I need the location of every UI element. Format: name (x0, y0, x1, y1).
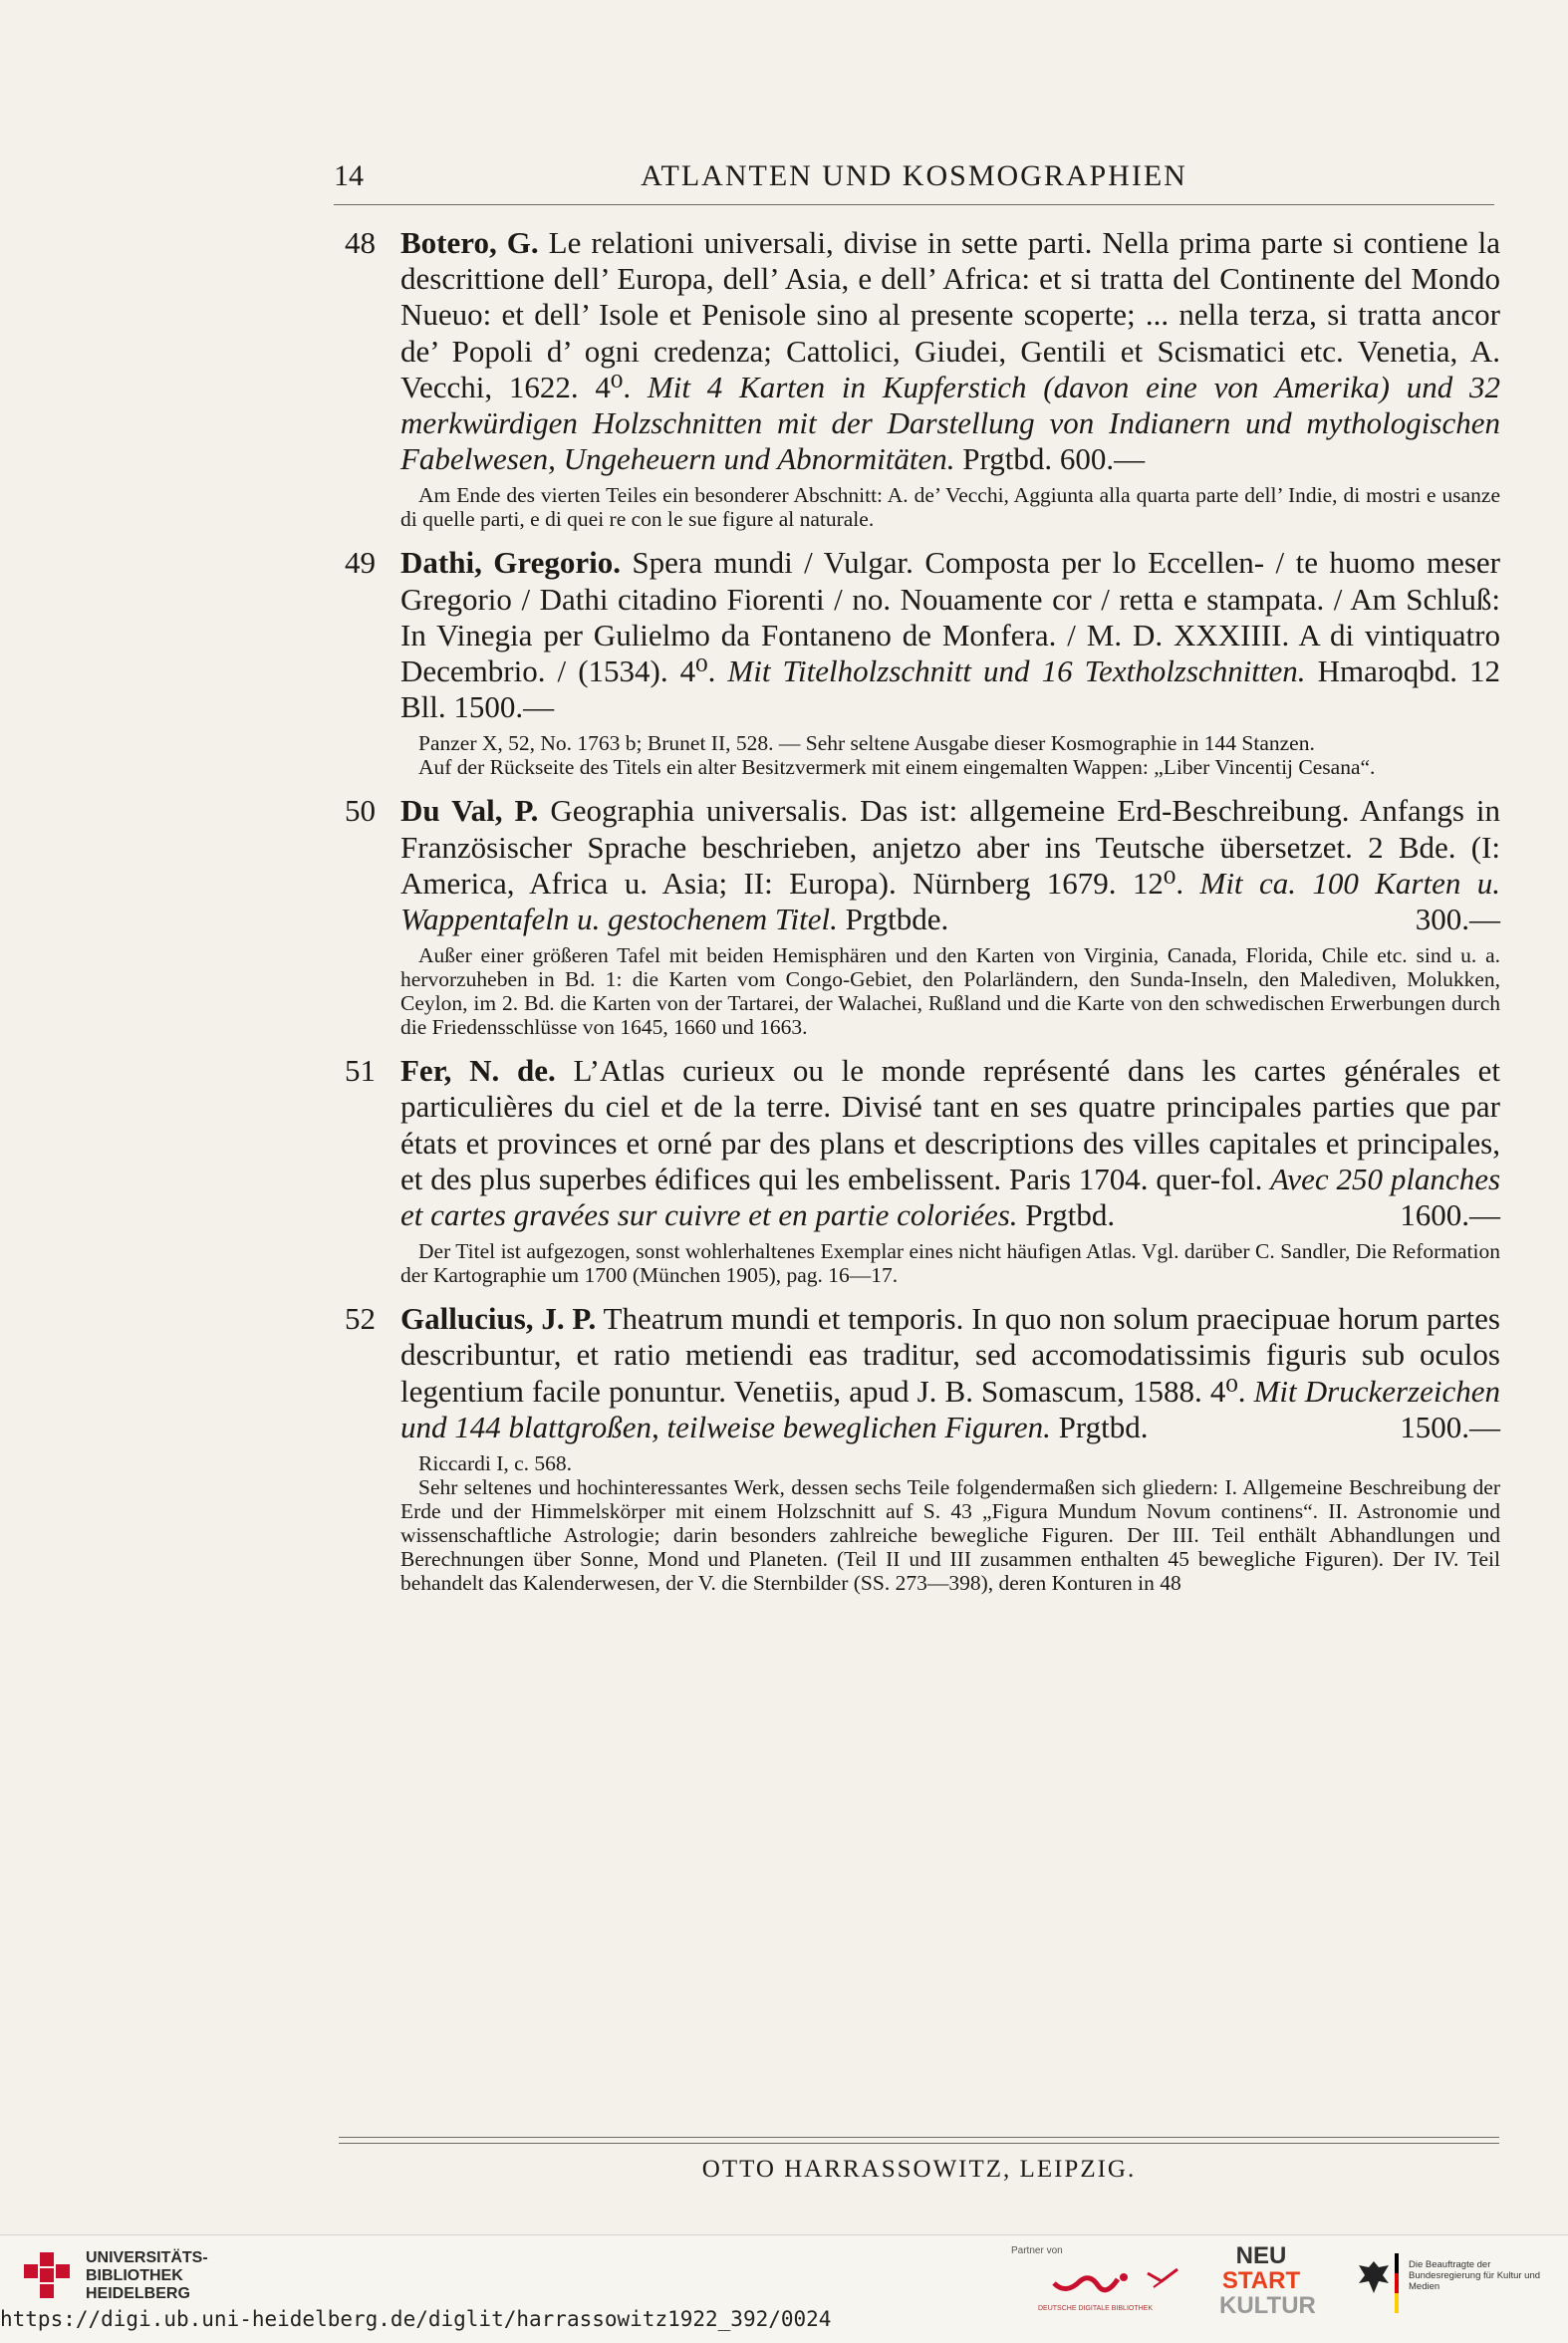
entry-note: Riccardi I, c. 568. (418, 1451, 573, 1476)
entry-author: Botero, G. (400, 225, 539, 260)
entry-author: Dathi, Gregorio. (400, 545, 621, 581)
entry-author: Fer, N. de. (400, 1053, 556, 1089)
entry-price: 1500.— (1400, 1409, 1500, 1444)
federal-eagle-icon (1355, 2257, 1393, 2297)
running-title: ATLANTEN UND KOSMOGRAPHIEN (641, 159, 1187, 192)
neustart-line: KULTUR (1219, 2292, 1316, 2319)
entry-binding: Prgtbd. (1058, 1409, 1149, 1444)
entry-number: 49 (345, 545, 376, 581)
entry-description: Mit ca. 100 Karten u. Wappentafeln u. gestochenem Titel. (400, 865, 1501, 937)
entry-description: Mit 4 Karten in Kupferstich (davon eine von Amerika) und 32 merkwürdigen Holzschnitten mit der Darstellung von Indianern und mythologischen Fabelwesen, Ungeheuern und Abnormitäten. (400, 369, 1500, 477)
neustart-kultur-logo[interactable] (1219, 2242, 1316, 2319)
footer-rule (339, 2143, 1499, 2144)
entry-price: 600.— (1059, 441, 1146, 477)
library-name-line: UNIVERSITÄTS- (86, 2249, 208, 2266)
footer-rule (339, 2137, 1499, 2138)
catalog-entry (345, 1053, 1500, 1287)
university-library-logo-icon[interactable] (22, 2250, 74, 2302)
partner-emblem-icon[interactable] (1144, 2263, 1183, 2293)
entry-author: Du Val, P. (400, 793, 539, 829)
page-number: 14 (334, 159, 364, 192)
entry-note: Sehr seltenes und hochinteressantes Werk, dessen sechs Teile folgendermaßen sich gliedern: I. Allgemeine Beschreibung der Erde und der Himmelskörper mit einem Holzschnitt auf S. 43 „Figura Mundum Novum continens“. II. Astronomie und wissenschaftliche Astrologie; darin besonders zahlreiche bewegliche Figuren. Der III. Teil enthält Abhandlungen und Berechnungen über Sonne, Mond und Planeten. (Teil II und III zusammen enthalten 45 bewegliche Figuren). Der IV. Teil behandelt das Kalenderwesen, der V. die Sternbilder (SS. 273—398), deren Konturen in 48 (400, 1475, 1500, 1596)
entry-binding: Prgtbd. (962, 441, 1053, 477)
entry-number: 48 (345, 225, 376, 260)
neustart-line: NEU (1235, 2242, 1287, 2269)
entry-price: 1600.— (1400, 1197, 1500, 1233)
entry-description: Mit Druckerzeichen und 144 blattgroßen, teilweise beweglichen Figuren. (400, 1373, 1501, 1444)
university-library-name[interactable] (86, 2249, 208, 2303)
entry-note: Panzer X, 52, No. 1763 b; Brunet II, 528. — Sehr seltene Ausgabe dieser Kosmographie in 144 Stanzen. (418, 731, 1315, 756)
catalog-entry (345, 1301, 1500, 1595)
entry-note: Außer einer größeren Tafel mit beiden Hemisphären und den Karten von Virginia, Canada, Florida, Chile etc. sind u. a. hervorzuheben in Bd. 1: die Karten vom Congo-Gebiet, den Polarländern, den Sunda-Inseln, den Malediven, Molukken, Ceylon, im 2. Bd. die Karten von der Tartarei, der Walachei, Rußland und die Karte von den schwedischen Erwerbungen durch die Friedensschlüsse von 1645, 1660 und 1663. (400, 943, 1500, 1040)
partner-label: Partner von (1011, 2245, 1063, 2256)
entry-title: Geographia universalis. Das ist: allgemeine Erd-Beschreibung. Anfangs in Französischer Sprache beschrieben, anjetzo aber ins Teutsche übersetzet. 2 Bde. (I: America, Africa u. Asia; II: Europa). Nürnberg 1679. 12⁰. (400, 793, 1501, 901)
entry-number: 51 (345, 1053, 376, 1089)
neustart-line: START (1221, 2267, 1301, 2294)
entry-note: Der Titel ist aufgezogen, sonst wohlerhaltenes Exemplar eines nicht häufigen Atlas. Vgl. darüber C. Sandler, Die Reformation der Kartographie um 1700 (München 1905), pag. 16—17. (400, 1239, 1500, 1288)
page-header (334, 159, 1494, 209)
deutsche-digitale-bibliothek-logo-icon[interactable] (1046, 2263, 1141, 2305)
catalog-entry (345, 793, 1500, 1039)
entry-text (400, 545, 1500, 725)
publisher-footer: OTTO HARRASSOWITZ, LEIPZIG. (701, 2156, 1137, 2183)
german-flag-icon (1395, 2253, 1399, 2313)
library-name-line: HEIDELBERG (86, 2285, 190, 2302)
entry-binding: Hmaroqbd. 12 Bll. (400, 653, 1501, 725)
entry-description: Mit Titelholzschnitt und 16 Textholzschnitten. (727, 653, 1306, 689)
partner-logo-caption: DEUTSCHE DIGITALE BIBLIOTHEK (1038, 2305, 1154, 2312)
entry-title: Spera mundi / Vulgar. Composta per lo Eccellen- / te huomo meser Gregorio / Dathi citadino Fiorenti / no. Nouamente cor / retta e stampata. / Am Schluß: In Vinegia per Gulielmo da Fontaneno de Monfera. / M. D. XXXIIII. A di vintiquatro Decembrio. / (1534). 4⁰. (400, 545, 1501, 689)
entry-binding: Prgtbd. (1025, 1197, 1116, 1233)
entry-author: Gallucius, J. P. (400, 1301, 597, 1337)
government-sponsor-text[interactable]: Die Beauftragte der Bundesregierung für Kultur und Medien (1409, 2259, 1541, 2292)
page-url[interactable]: https://digi.ub.uni-heidelberg.de/diglit/harrassowitz1922_392/0024 (0, 2307, 832, 2331)
entry-price: 1500.— (453, 689, 555, 725)
entry-note: Am Ende des vierten Teiles ein besonderer Abschnitt: A. de’ Vecchi, Aggiunta alla quarta parte dell’ Indie, di mostri e usanze di quelle parti, e di quei re con le sue figure al naturale. (400, 483, 1500, 532)
catalog-entry (345, 545, 1500, 779)
entry-number: 50 (345, 793, 376, 829)
header-rule (334, 204, 1494, 205)
entry-title: Theatrum mundi et temporis. In quo non solum praecipuae horum partes describuntur, et ratio metiendi eas traditur, sed accomodatissimis figuris sub oculos legentium facile ponuntur. Venetiis, apud J. B. Somascum, 1588. 4⁰. (400, 1301, 1500, 1409)
entry-number: 52 (345, 1301, 376, 1337)
entry-text (400, 1053, 1500, 1233)
entry-note: Auf der Rückseite des Titels ein alter Besitzvermerk mit einem eingemalten Wappen: „Liber Vincentij Cesana“. (418, 755, 1376, 780)
entry-title: Le relationi universali, divise in sette parti. Nella prima parte si contiene la descrittione dell’ Europa, dell’ Asia, e dell’ Africa: et si tratta del Continente del Mondo Nueuo: et dell’ Isole et Penisole sino al presente scoperte; ... nella terza, si tratta ancor de’ Popoli d’ ogni credenza; Cattolici, Giudei, Gentili et Scismatici etc. Venetia, A. Vecchi, 1622. 4⁰. (400, 225, 1501, 404)
entry-binding: Prgtbde. (845, 902, 949, 937)
entry-text (400, 793, 1500, 937)
entry-price: 300.— (1415, 902, 1500, 937)
catalog-entry (345, 225, 1500, 531)
library-name-line: BIBLIOTHEK (86, 2267, 183, 2284)
entry-text (400, 225, 1500, 477)
entry-title: L’Atlas curieux ou le monde représenté dans les cartes générales et particulières du ciel et de la terre. Divisé tant en ses quatre principales parties que par états et provinces et orné par des plans et descriptions des villes capitales et principales, et des plus superbes édifices qui les embelissent. Paris 1704. quer-fol. (400, 1053, 1501, 1196)
catalog-entries (345, 225, 1500, 1609)
entry-text (400, 1301, 1500, 1445)
entry-description: Avec 250 planches et cartes gravées sur cuivre et en partie coloriées. (400, 1161, 1501, 1233)
